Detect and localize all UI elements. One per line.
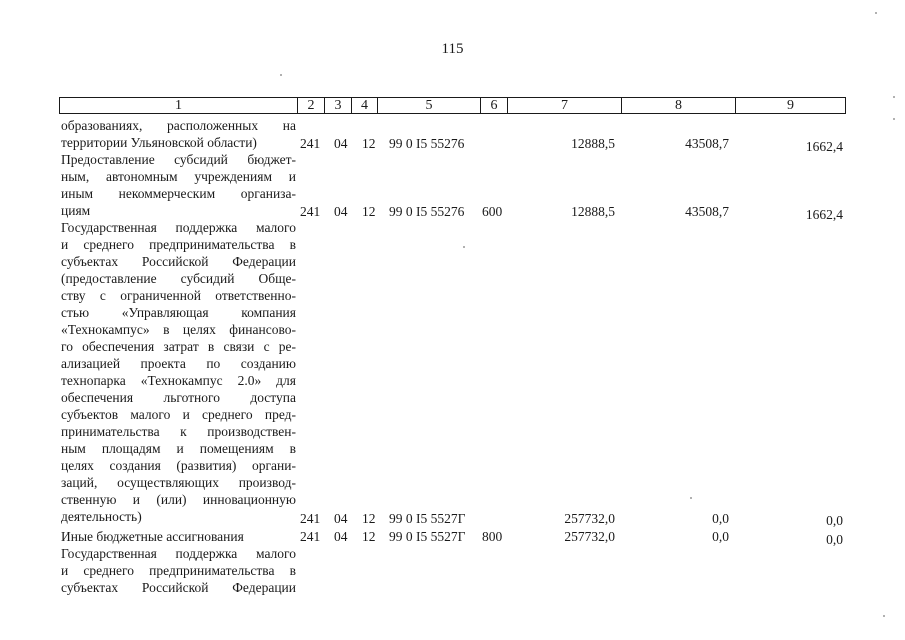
cell-col9: 1662,4 <box>805 139 843 154</box>
row-description-line: го обеспечения затрат в связи с ре- <box>61 339 296 354</box>
cell-col5: 99 0 I5 55276 <box>389 136 465 151</box>
cell-col8: 43508,7 <box>685 204 729 219</box>
cell-col2: 241 <box>300 529 321 544</box>
row-description-line: и среднего предпринимательства в <box>61 237 296 252</box>
cell-col2: 241 <box>300 136 321 151</box>
row-description-line: деятельность) <box>61 509 142 524</box>
row-description-line: территории Ульяновской области) <box>61 135 257 150</box>
cell-col3: 04 <box>334 136 348 151</box>
scan-speck <box>875 12 877 14</box>
row-description-line: принимательства к производствен- <box>61 424 296 439</box>
cell-col8: 0,0 <box>712 529 729 544</box>
row-description-line: ству с ограниченной ответственно- <box>61 288 296 303</box>
column-header-9: 9 <box>787 98 794 113</box>
row-description-line: циям <box>61 203 91 218</box>
column-header-5: 5 <box>378 98 481 113</box>
cell-col3: 04 <box>334 204 348 219</box>
column-header-4: 4 <box>352 98 378 113</box>
cell-col6: 600 <box>482 204 503 219</box>
cell-col3: 04 <box>334 529 348 544</box>
row-description-line: ным площадям и помещениям в <box>61 441 296 456</box>
column-header-7: 7 <box>508 98 622 113</box>
cell-col9: 0,0 <box>826 532 843 547</box>
row-description-line: субъектов малого и среднего пред- <box>61 407 296 422</box>
row-description-line: Иные бюджетные ассигнования <box>61 529 244 544</box>
scan-speck <box>280 74 282 76</box>
cell-col5: 99 0 I5 5527Г <box>389 529 466 544</box>
row-description-line: ственную и (или) инновационную <box>61 492 296 507</box>
row-description-line: (предоставление субсидий Обще- <box>61 271 296 286</box>
column-header-1: 1 <box>60 98 298 113</box>
row-description-line: заций, осуществляющих производ- <box>61 475 296 490</box>
cell-col4: 12 <box>362 136 376 151</box>
row-description-line: ным, автономным учреждениям и <box>61 169 296 184</box>
row-description-line: субъектах Российской Федерации <box>61 580 296 595</box>
row-description-line: стью «Управляющая компания <box>61 305 296 320</box>
row-description-line: иным некоммерческим организа- <box>61 186 296 201</box>
cell-col8: 43508,7 <box>685 136 729 151</box>
cell-col4: 12 <box>362 529 376 544</box>
column-header-8: 8 <box>622 98 736 113</box>
cell-col5: 99 0 I5 5527Г <box>389 511 466 526</box>
row-description-line: целях создания (развития) органи- <box>61 458 296 473</box>
cell-col3: 04 <box>334 511 348 526</box>
scan-speck <box>893 118 895 120</box>
column-header-6: 6 <box>481 98 508 113</box>
cell-col6: 800 <box>482 529 503 544</box>
scan-speck <box>463 246 465 248</box>
cell-col9: 1662,4 <box>805 207 843 222</box>
scan-speck <box>883 615 885 617</box>
cell-col7: 12888,5 <box>571 204 615 219</box>
cell-col9: 0,0 <box>826 513 843 528</box>
cell-col7: 12888,5 <box>571 136 615 151</box>
row-description-line: ализацией проекта по созданию <box>61 356 296 371</box>
column-header-3: 3 <box>325 98 352 113</box>
row-description-line: Предоставление субсидий бюджет- <box>61 152 296 167</box>
table-header-row <box>59 97 846 114</box>
cell-col7: 257732,0 <box>564 529 615 544</box>
cell-col5: 99 0 I5 55276 <box>389 204 465 219</box>
cell-col2: 241 <box>300 204 321 219</box>
row-description-line: Государственная поддержка малого <box>61 220 296 235</box>
cell-col8: 0,0 <box>712 511 729 526</box>
row-description-line: Государственная поддержка малого <box>61 546 296 561</box>
row-description-line: субъектах Российской Федерации <box>61 254 296 269</box>
row-description-line: технопарка «Технокампус 2.0» для <box>61 373 296 388</box>
page-number: 115 <box>441 41 464 57</box>
scan-speck <box>893 96 895 98</box>
row-description-line: и среднего предпринимательства в <box>61 563 296 578</box>
cell-col4: 12 <box>362 511 376 526</box>
row-description-line: обеспечения льготного доступа <box>61 390 296 405</box>
row-description-line: «Технокампус» в целях финансово- <box>61 322 296 337</box>
cell-col7: 257732,0 <box>564 511 615 526</box>
cell-col4: 12 <box>362 204 376 219</box>
cell-col2: 241 <box>300 511 321 526</box>
column-header-2: 2 <box>298 98 325 113</box>
scan-speck <box>690 497 692 499</box>
row-description-line: образованиях, расположенных на <box>61 118 296 133</box>
